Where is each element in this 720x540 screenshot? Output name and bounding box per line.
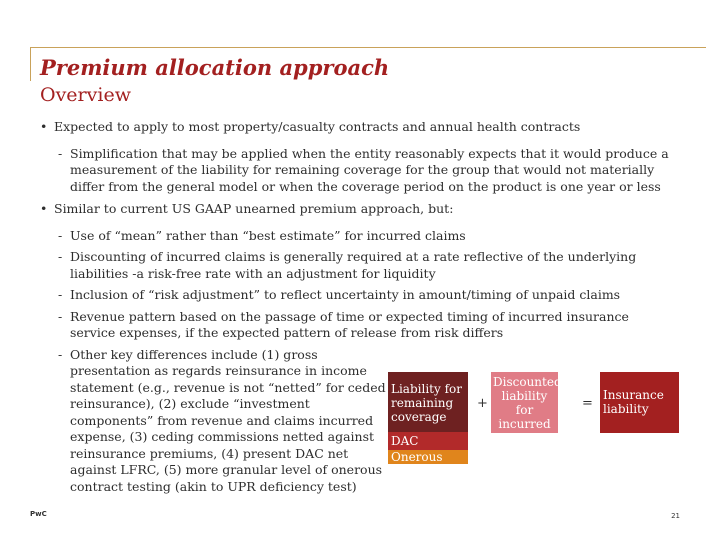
equals-operator: = <box>582 396 593 411</box>
dac-box: DAC <box>388 432 468 450</box>
liability-remaining-coverage-box: Liability for remaining coverage <box>388 372 468 432</box>
page-number: 21 <box>671 512 680 520</box>
title-frame-top <box>30 47 706 48</box>
bullet-2-sub-1: - Use of “mean” rather than “best estimate” for incurred claims <box>38 228 678 245</box>
bullet-2-sub-3: - Inclusion of “risk adjustment” to reflect uncertainty in amount/timing of unpaid claims <box>38 287 678 304</box>
insurance-liability-box: Insurance liability <box>600 372 679 433</box>
brand-logo: PwC <box>30 510 47 518</box>
bullet-2-sub-4: - Revenue pattern based on the passage of time or expected timing of incurred insurance service expenses, if the expected pattern of release from risk differs <box>38 309 678 342</box>
onerous-box: Onerous <box>388 450 468 464</box>
page-subtitle: Overview <box>40 84 131 106</box>
bullet-1-sub-1: - Simplification that may be applied when the entity reasonably expects that it would produce a measurement of the liability for remaining coverage for the group that would not materially differ from the general model or when the coverage period on the product is one year or less <box>38 146 678 196</box>
page-title: Premium allocation approach <box>40 55 390 80</box>
bullet-2-sub-5: - Other key differences include (1) gross presentation as regards reinsurance in income statement (e.g., revenue is not “netted” for ceded reinsurance), (2) exclude “investment components” from revenue and claims incurred expense, (3) ceding commissions netted against reinsurance premiums, (4) present DAC net against LFRC, (5) more granular level of onerous contract testing (akin to UPR deficiency test) <box>38 347 388 496</box>
discounted-incurred-claims-box: Discounted liability for incurred claims <box>491 372 558 433</box>
bullet-2-sub-2: - Discounting of incurred claims is generally required at a rate reflective of the underlying liabilities -a risk-free rate with an adjustment for liquidity <box>38 249 678 282</box>
title-frame-left <box>30 47 31 81</box>
bullet-1: • Expected to apply to most property/casualty contracts and annual health contracts <box>38 119 678 136</box>
bullet-2: • Similar to current US GAAP unearned premium approach, but: <box>38 201 678 218</box>
plus-operator: + <box>477 396 488 411</box>
content-body <box>38 119 678 500</box>
